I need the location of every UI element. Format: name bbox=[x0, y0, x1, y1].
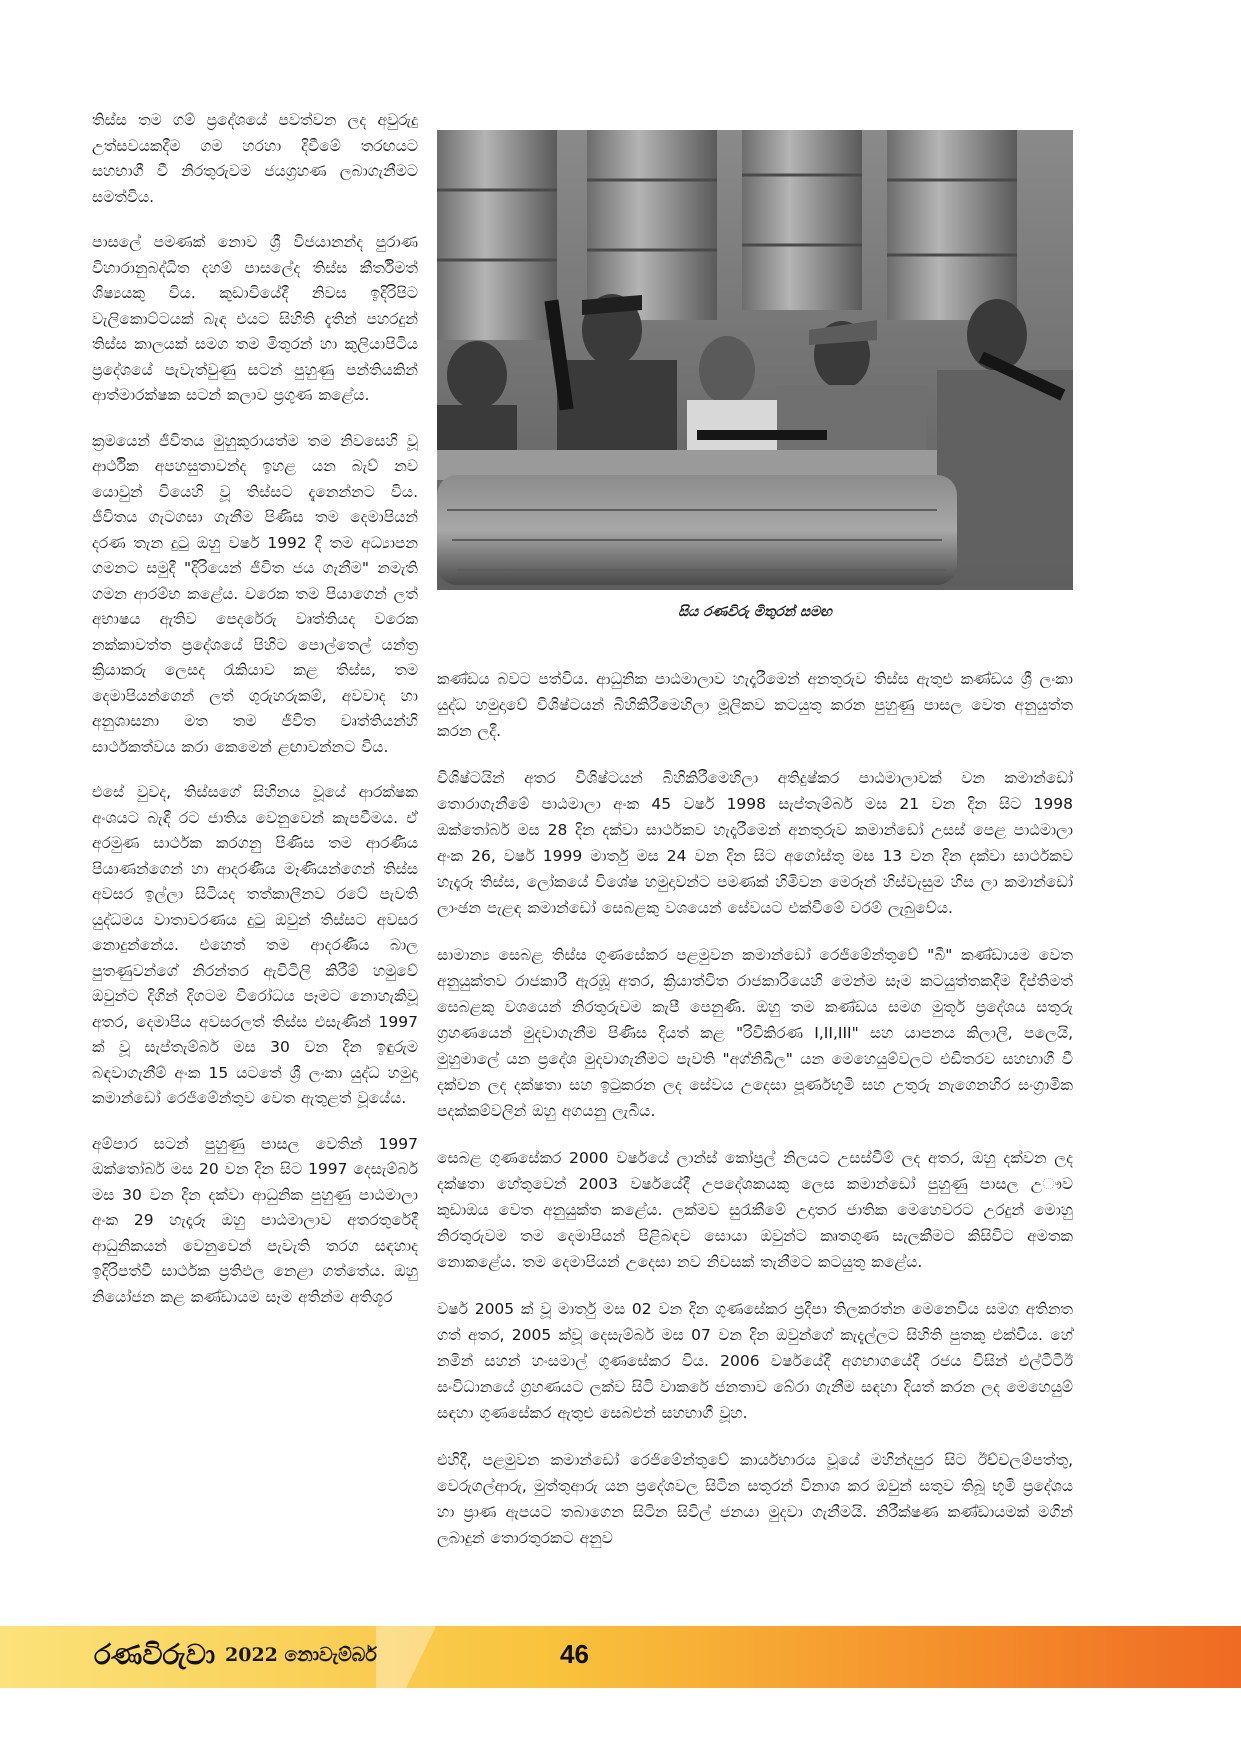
paragraph: තිස්ස තම ගම් ප්‍රදේශයේ පවත්වන ලද අවුරුදු උත්සවයකදීම ගම හරහා දිවීමේ තරඟයට සහභාගී වී නිරතුරුවම ජයග්‍රහණ ලබාගැනීමට සමත්විය. bbox=[92, 111, 418, 206]
right-column bbox=[437, 666, 1073, 1572]
paragraph: සාමාන්‍ය සෙබළ තිස්ස ගුණසේකර පළමුවන කමාන්ඩෝ රෙජිමේන්තුවේ "බී" කණ්ඩායම වෙත අනුයුක්තව රාජකාරී ඇරඹූ අතර, ක්‍රියාත්විත රාජකාරියෙහි මෙන්ම සෑම කටයුත්තකදීම දීප්තිමත් සෙබළකු වශයෙන් නිරතුරුවම කැපී පෙනුණි. ඔහු තම කණ්ඩය සමග මුතූර් ප්‍රදේශය සතුරු ග්‍රහණයෙන් මුදවාගැනීම පිණිස දියත් කළ "රිවිකිරණ I,II,III" සහ යාපනය කිලාලි, පලෙයි, මුහුමාලේ යන ප්‍රදේශ මුදවාගැනීමට පැවති "අග්නිඛීල" යන මෙහෙයුම්වලට එඩිතරව සහභාගී වී දක්වන ලද දක්ෂතා සහ ඉටුකරන ලද සේවය උදෙසා පූර්ණභූමි සහ උතුරු නැගෙනහිර සංග්‍රාමික පදක්කම්වලින් ඔහු අගයනු ලැබීය. bbox=[437, 946, 1073, 1120]
paragraph: එහිදී, පළමුවන කමාන්ඩෝ රෙජිමේන්තුවේ කාර්යභාරය වූයේ මහින්දපුර සිට ඊච්චලම්පත්තු, වෙරුගල්ආරු, මුත්තුආරු යන ප්‍රදේශවල සිටින සතුරන් විනාශ කර ඔවුන් සතුව තිබූ භූමි ප්‍රදේශය හා ප්‍රාණ ඇපයට තබාගෙන සිටින සිවිල් ජනයා මුදවා ගැනීමයි. නිරීක්ෂණ කණ්ඩායමක් මගින් ලබාදුන් තොරතුරකට අනුව bbox=[437, 1451, 1073, 1547]
issue-date: 2022 නොවැම්බර් bbox=[225, 1644, 377, 1666]
footer-divider-shape bbox=[376, 1626, 436, 1688]
paragraph: කණ්ඩය බවට පත්විය. ආධුනික පාඨමාලාව හැදෑරීමෙන් අනතුරුව තිස්ස ඇතුළු කණ්ඩය ශ්‍රී ලංකා යුද්ධ හමුදාවේ විශිෂ්ටයන් බිහිකිරීමෙහිලා මූලිකව කටයුතු කරන පුහුණු පාසල වෙත අනුයුත්ත කරන ලදී. bbox=[437, 670, 1073, 740]
page-number: 46 bbox=[560, 1639, 589, 1669]
magazine-logo: රණවිරුවා bbox=[94, 1638, 216, 1671]
paragraph: ක්‍රමයෙන් ජීවිතය මුහුකුරායත්ම තම නිවසෙහි වූ ආර්ථික අපහසුතාවන්ද ඉහළ යන බැව් නව යොවුන් වියෙහි වූ තිස්සට දැනෙන්නට විය. ජීවිතය ගැටගසා ගැනීම පිණිස තම දෙමාපියන් දරණ තැන දුටු ඔහු වර්ෂ 1992 දී තම අධ්‍යාපන ගමනට සමුදී "දිරියෙන් ජීවිත ජය ගැනීම" නමැති ගමන ආරම්භ කළේය. වරෙක තම පියාගෙන් ලත් අභාෂය ඇතිව පෙදරේරු වෘත්තියද වරෙක නක්කාවත්ත ප්‍රදේශයේ පිහිට පොල්තෙල් යන්ත්‍ර ක්‍රියාකරු ලෙසද රැකියාව කළ තිස්ස, තම දෙමාපියන්ගෙන් ලත් ගුරුහරුකම්, අවවාද හා අනුශාසනා මත තම ජීවිත වෘත්තියන්හි සාර්ථකත්වය කරා කෙමෙන් ළඟාවන්නට විය. bbox=[92, 431, 418, 756]
paragraph: අම්පාර සටන් පුහුණු පාසල වෙතින් 1997 ඔක්තෝබර් මස 20 වන දින සිට 1997 දෙසැම්බර් මස 30 වන දින දක්වා ආධුනික පුහුණු පාඨමාලා අංක 29 හැදෑරූ ඔහු පාඨමාලාව අතරතුරේදී ආධුනිකයන් වෙනුවෙන් පැවැති තරග සඳහාද ඉදිරිපත්වී සාර්ථක ප්‍රතිඵල නෙළා ගත්තේය. ඔහු නියෝජන කළ කණ්ඩායම සෑම අතින්ම අතිශූර bbox=[92, 1134, 418, 1306]
paragraph: එසේ වුවද, තිස්සගේ සිහිනය වූයේ ආරක්ෂක අංශයට බැඳී රට ජාතිය වෙනුවෙන් කැපවීමය. ඒ අරමුණ සාර්ථක කරගනු පිණිස තම ආරණීය පියාණන්ගෙන් හා ආදරණීය මෑණියන්ගෙන් තිස්ස අවසර ඉල්ලා සිටියද තත්කාලීනව රටේ පැවති යුද්ධමය වාතාවරණය දුටු ඔවුන් තිස්සට අවසර නොදුන්නේය. එහෙත් තම ආදරණීය බාල පුතණුවන්ගේ නිරන්තර ඇවිටිලි කිරීම් හමුවේ ඔවුන්ට දිගින් දිගටම විරෝධය පෑමට නොහැකිවූ අතර, දෙමාපිය අවසරලත් තිස්ස එසැණින් 1997 ක් වූ සැප්තැම්බර් මස 30 වන දින ඉඳුරුම බඳවාගැනීම් අංක 15 යටතේ ශ්‍රී ලංකා යුද්ධ හමුදා කමාන්ඩෝ රෙජිමේන්තුව වෙත ඇතුළත් වූයේය. bbox=[92, 783, 418, 1107]
paragraph: සෙබළ ගුණසේකර 2000 වර්ෂයේ ලාන්ස් කෝප්‍රල් නිලයට උසස්වීම් ලද අතර, ඔහු දක්වන ලද දක්ෂතා හේතුවෙන් 2003 වර්ෂයේදී උපදේශකයකු ලෙස කමාන්ඩෝ පුහුණු පාසල උෟව කුඩාඔය වෙත අනුයුක්ත කළේය. ලක්මව සුරැකීමේ උදාතර ජාතික මෙහෙවරට උරදුන් මොහු නිරතුරුවම තම දෙමාපියන් පිළිබඳව සොයා ඔවුන්ට කෘතගුණ සැලකීමට කිසිවිට අමතක නොකළේය. තම දෙමාපියන් උදෙසා නව නිවසක් තැනීමට කටයුතු කළේය. bbox=[437, 1149, 1073, 1271]
photo-caption: සිය රණවිරු මිතුරන් සමඟ bbox=[678, 604, 832, 620]
left-column bbox=[92, 108, 418, 1330]
soldiers-photo bbox=[437, 130, 1073, 590]
paragraph: පාසලේ පමණක් නොව ශ්‍රී විජයානන්ද පුරාණ විහාරානුබද්ධිත දහම් පාසලේද තිස්ස කීර්තිමත් ශිෂ්‍යයකු විය. කුඩාවියේදී නිවස ඉදිරිපිට වැලිකොට්ටයක් බැඳ එයට සිහිති දැතින් පහරදුන් තිස්ස කාලයක් සමග තම මිතුරන් හා කුලියාපිටිය ප්‍රදේශයේ පැවැත්වුණු සටන් පුහුණු පන්තියකින් ආත්මාරක්ෂක සටන් කලාව ප්‍රගුණ කළේය. bbox=[92, 233, 418, 404]
paragraph: වර්ෂ 2005 ක් වූ මාර්තු මස 02 වන දින ගුණසේකර ප්‍රදීපා තිලකරත්න මෙනෙවිය සමග අතිනත ගත් අතර, 2005 ක්වූ දෙසැම්බර් මස 07 වන දින ඔවුන්ගේ කැදැල්ලට සිහිති පුතකු එක්විය. හේ නමින් සහන් හංසමාල් ගුණසේකර විය. 2006 වර්ෂයේදී අගභාගයේදී රජය විසින් එල්ටීටීඊ සංවිධානයේ ග්‍රහණයට ලක්ව සිටි වාකරේ ජනතාව බේරා ගැනීම සඳහා දියත් කරන ලද මෙහෙයුම් සඳහා ගුණසේකර ඇතුළු සෙබළුන් සහභාගී වූහ. bbox=[437, 1300, 1073, 1422]
paragraph: විශිෂ්ටයින් අතර විශිෂ්ටයන් බිහිකිරීමෙහිලා අතිදුෂ්කර පාඨමාලාවක් වන කමාන්ඩෝ තොරාගැනීමේ පාඨමාලා අංක 45 වර්ෂ 1998 සැප්තැම්බර් මස 21 වන දින සිට 1998 ඔක්තෝබර් මස 28 දින දක්වා සාර්ථකව හැදෑරීමෙන් අනතුරුව කමාන්ඩෝ උසස් පෙළ පාඨමාලා අංක 26, වර්ෂ 1999 මාර්තු මස 24 වන දින සිට අගෝස්තු මස 13 වන දින දක්වා සාර්ථකව හැදෑරූ තිස්ස, ලෝකයේ විශේෂ හමුදාවන්ට පමණක් හිමිවන මෙරූන් හිස්වැසුම හිස ලා කමාන්ඩෝ ලාංඡන පැළඳ කමාන්ඩෝ සෙබළකු වශයෙන් සේවයට එක්වීමේ වරම් ලැබුවේය. bbox=[437, 769, 1073, 917]
